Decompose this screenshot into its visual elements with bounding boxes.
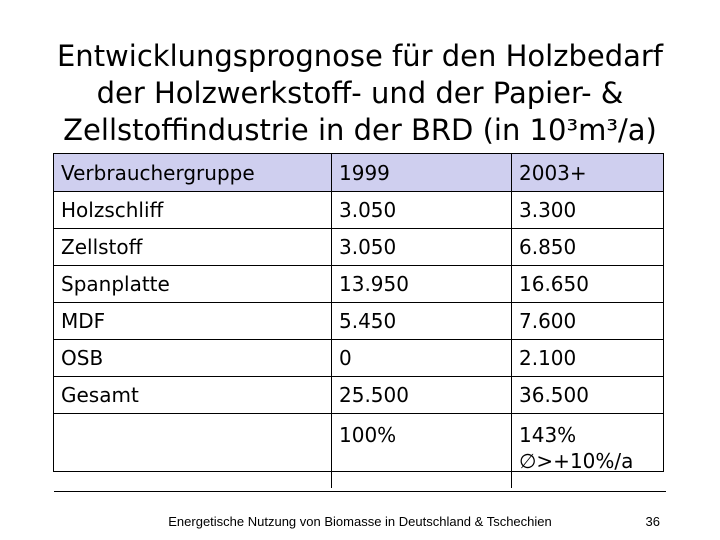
title-line-1: Entwicklungsprognose für den Holzbedarf xyxy=(56,39,664,73)
summary-base-percent: 100% xyxy=(332,414,512,489)
header-year-2003: 2003+ xyxy=(512,154,664,192)
row-value-2003: 3.300 xyxy=(512,192,664,229)
summary-label xyxy=(54,414,332,489)
row-value-1999: 5.450 xyxy=(332,303,512,340)
table-row xyxy=(54,303,663,340)
row-value-2003: 2.100 xyxy=(512,340,664,377)
row-value-2003: 36.500 xyxy=(512,377,664,414)
header-consumer-group: Verbrauchergruppe xyxy=(54,154,332,192)
table-header-row xyxy=(54,154,663,192)
row-value-1999: 25.500 xyxy=(332,377,512,414)
table-row xyxy=(54,377,663,414)
row-label: Gesamt xyxy=(54,377,332,414)
footer-text: Energetische Nutzung von Biomasse in Deutschland & Tschechien xyxy=(168,514,552,529)
row-value-1999: 13.950 xyxy=(332,266,512,303)
forecast-table xyxy=(53,153,664,472)
title-line-2: der Holzwerkstoff- und der Papier- & xyxy=(96,76,624,110)
table-row xyxy=(54,192,663,229)
table-summary-row xyxy=(54,414,663,489)
table-row xyxy=(54,229,663,266)
row-label: Spanplatte xyxy=(54,266,332,303)
row-label: OSB xyxy=(54,340,332,377)
summary-growth-cell xyxy=(512,414,664,489)
row-value-1999: 3.050 xyxy=(332,192,512,229)
page-number: 36 xyxy=(645,514,660,529)
row-label: MDF xyxy=(54,303,332,340)
summary-avg-growth: ∅>+10%/a xyxy=(519,449,634,473)
footer-divider xyxy=(54,491,666,492)
header-year-1999: 1999 xyxy=(332,154,512,192)
table-row xyxy=(54,266,663,303)
row-value-2003: 6.850 xyxy=(512,229,664,266)
row-label: Holzschliff xyxy=(54,192,332,229)
row-value-1999: 0 xyxy=(332,340,512,377)
summary-new-percent: 143% xyxy=(519,423,577,447)
row-value-1999: 3.050 xyxy=(332,229,512,266)
row-value-2003: 7.600 xyxy=(512,303,664,340)
slide-title xyxy=(20,38,700,149)
row-value-2003: 16.650 xyxy=(512,266,664,303)
title-line-3: Zellstoffindustrie in der BRD (in 10³m³/a) xyxy=(63,113,657,147)
table-row xyxy=(54,340,663,377)
row-label: Zellstoff xyxy=(54,229,332,266)
